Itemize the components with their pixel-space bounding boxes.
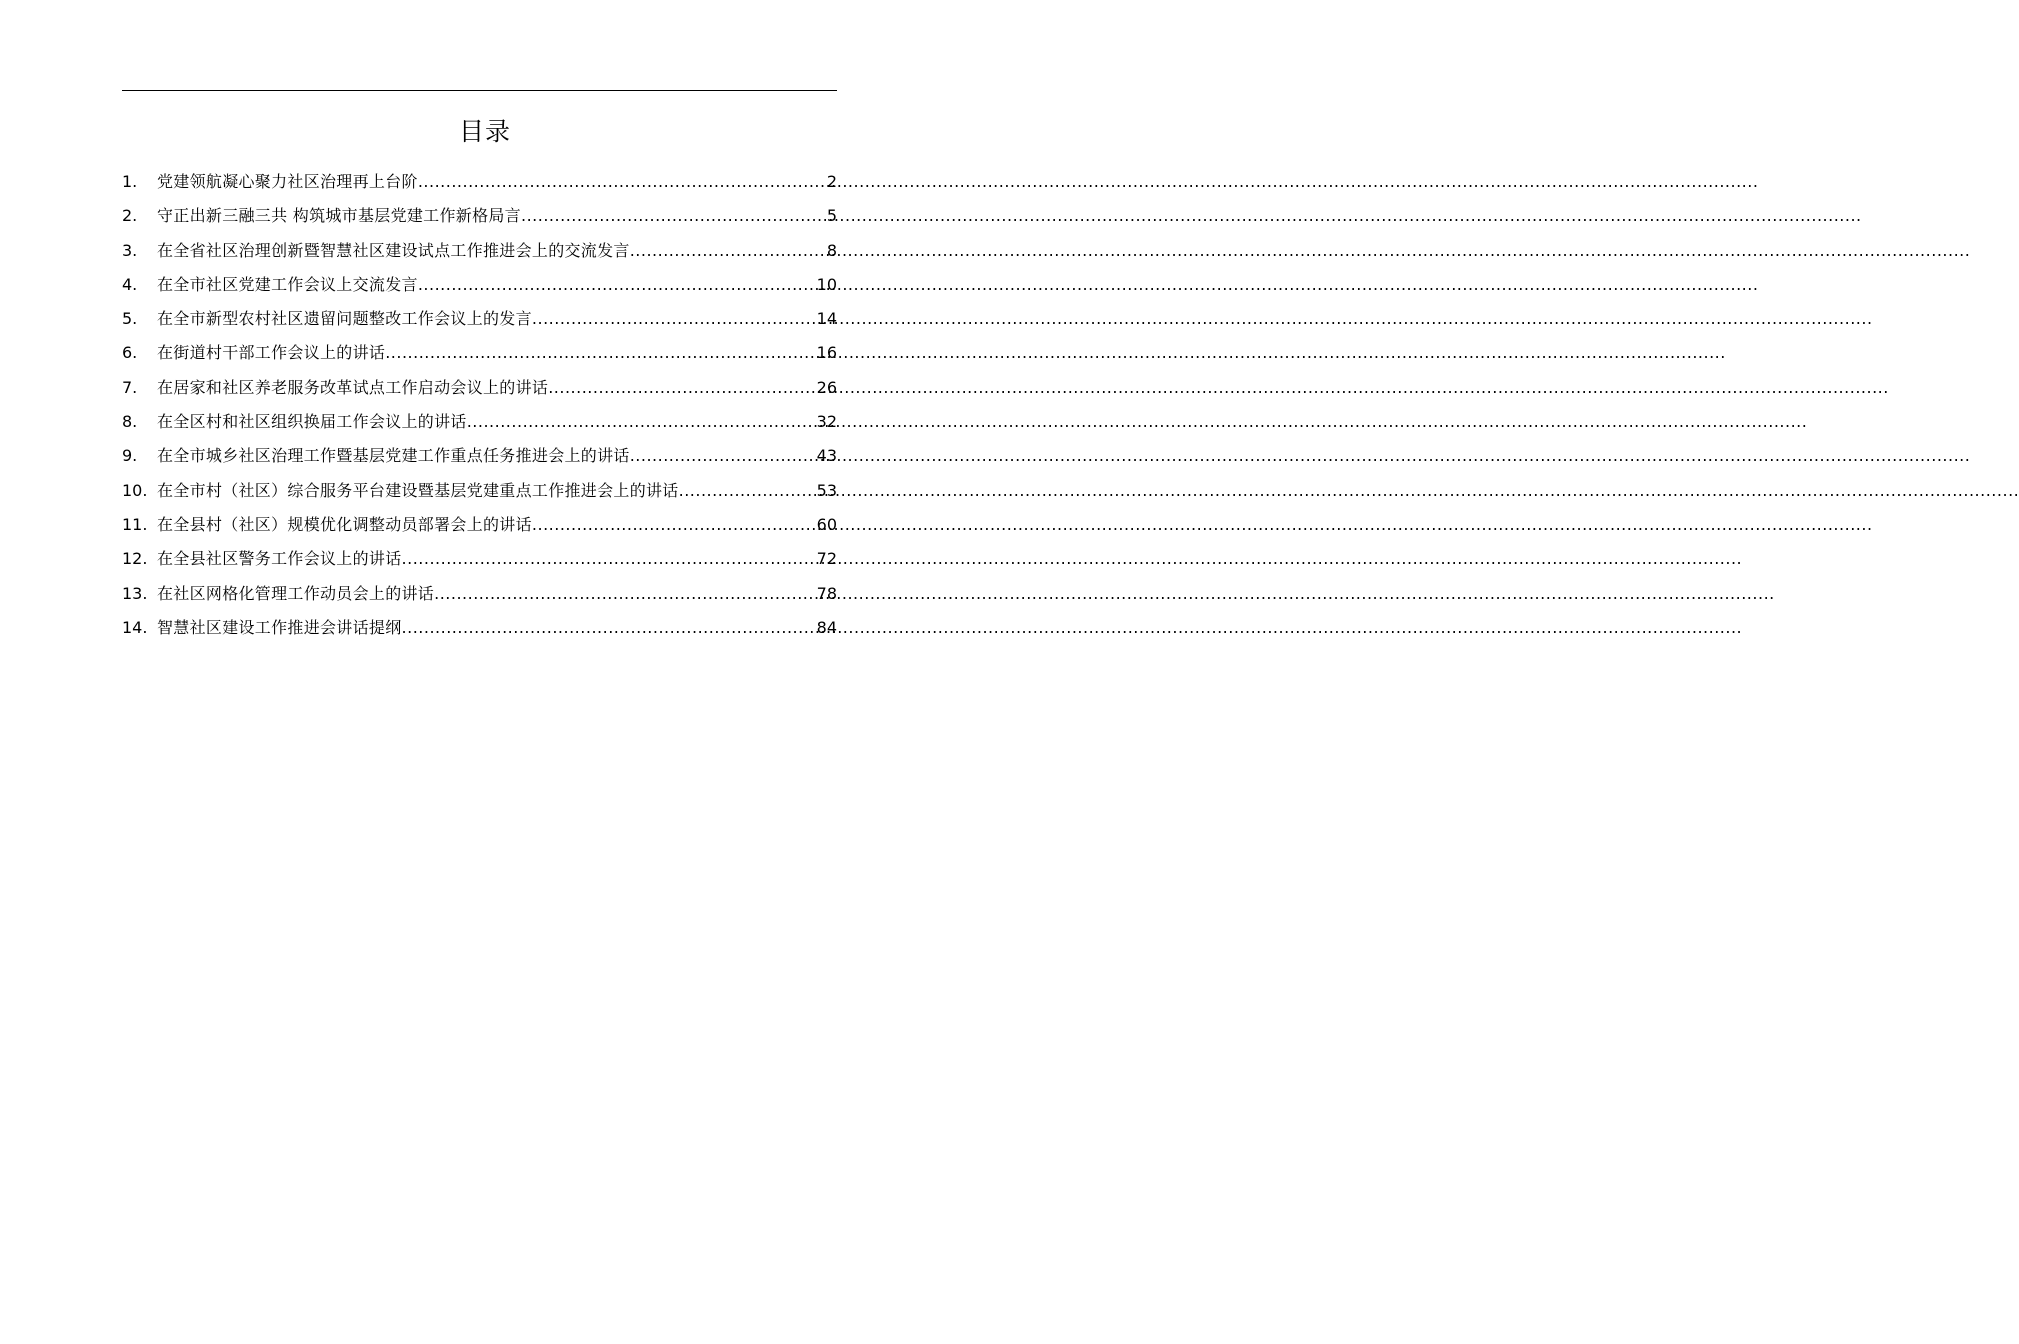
- toc-entry-page: 8: [826, 240, 837, 260]
- toc-entry-page: 84: [816, 617, 837, 637]
- toc-entry[interactable]: [122, 234, 837, 268]
- toc-dot-leader: [532, 508, 817, 542]
- toc-entry-number: 3.: [122, 240, 138, 260]
- toc-entry-number: 9.: [122, 446, 138, 466]
- toc-entry[interactable]: [122, 508, 837, 542]
- toc-entry-number: 8.: [122, 412, 138, 432]
- toc-entry-page: 78: [816, 583, 837, 603]
- toc-entry-page: 26: [816, 377, 837, 397]
- toc-entry-title: 在全市城乡社区治理工作暨基层党建工作重点任务推进会上的讲话: [157, 446, 630, 466]
- toc-entry-page: 60: [816, 514, 837, 534]
- toc-dot-leader: [679, 474, 817, 508]
- toc-entry-title: 在全县社区警务工作会议上的讲话: [157, 549, 402, 569]
- toc-title: 目录: [458, 117, 511, 146]
- toc-dot-leader: [418, 268, 817, 302]
- toc-entry-title: 在居家和社区养老服务改革试点工作启动会议上的讲话: [157, 377, 549, 397]
- toc-entry-number: 1.: [122, 172, 138, 191]
- toc-entry-page: 16: [816, 343, 837, 363]
- toc-list: [122, 165, 837, 645]
- toc-entry[interactable]: [122, 302, 837, 336]
- toc-dot-leader: [402, 542, 817, 576]
- toc-dot-leader: [521, 199, 827, 233]
- toc-entry[interactable]: [122, 336, 837, 370]
- toc-entry-title: 在全市社区党建工作会议上交流发言: [157, 274, 418, 294]
- toc-entry-page: 32: [816, 412, 837, 432]
- toc-entry-number: 4.: [122, 274, 138, 294]
- toc-entry[interactable]: [122, 439, 837, 473]
- toc-entry[interactable]: [122, 577, 837, 611]
- toc-entry-title: 智慧社区建设工作推进会讲话提纲: [157, 617, 402, 637]
- toc-entry-page: 53: [816, 480, 837, 500]
- toc-entry[interactable]: [122, 371, 837, 405]
- toc-entry-page: 43: [816, 446, 837, 466]
- toc-entry-title: 在社区网格化管理工作动员会上的讲话: [157, 583, 435, 603]
- toc-entry[interactable]: [122, 165, 837, 199]
- toc-dot-leader: [467, 405, 817, 439]
- toc-entry[interactable]: [122, 542, 837, 576]
- toc-dot-leader: [385, 336, 816, 370]
- toc-dot-leader: [630, 439, 817, 473]
- toc-entry-title: 在全区村和社区组织换届工作会议上的讲话: [157, 412, 467, 432]
- toc-entry[interactable]: [122, 474, 837, 508]
- toc-entry-title: 在全县村（社区）规模优化调整动员部署会上的讲话: [157, 514, 532, 534]
- toc-entry-number: 5.: [122, 309, 138, 329]
- toc-dot-leader: [418, 165, 827, 199]
- toc-entry-title: 党建领航凝心聚力社区治理再上台阶: [157, 172, 418, 191]
- toc-dot-leader: [630, 234, 827, 268]
- toc-entry-page: 72: [816, 549, 837, 569]
- toc-entry-title: 在全市新型农村社区遗留问题整改工作会议上的发言: [157, 309, 532, 329]
- toc-entry-number: 11.: [122, 514, 148, 534]
- toc-entry-number: 14.: [122, 617, 148, 637]
- toc-entry-title: 在全省社区治理创新暨智慧社区建设试点工作推进会上的交流发言: [157, 240, 630, 260]
- toc-entry-number: 7.: [122, 377, 138, 397]
- toc-entry-number: 12.: [122, 549, 148, 569]
- toc-entry-number: 13.: [122, 583, 148, 603]
- toc-entry-title: 守正出新三融三共 构筑城市基层党建工作新格局言: [157, 206, 521, 226]
- toc-entry-page: 2: [826, 172, 837, 191]
- toc-dot-leader: [434, 577, 817, 611]
- toc-entry-page: 14: [816, 309, 837, 329]
- toc-dot-leader: [402, 611, 817, 645]
- toc-entry[interactable]: [122, 268, 837, 302]
- toc-entry-number: 6.: [122, 343, 138, 363]
- toc-entry-title: 在街道村干部工作会议上的讲话: [157, 343, 386, 363]
- toc-entry-number: 2.: [122, 206, 138, 226]
- toc-entry-page: 10: [816, 274, 837, 294]
- toc-dot-leader: [532, 302, 817, 336]
- toc-entry[interactable]: [122, 199, 837, 233]
- toc-entry-number: 10.: [122, 480, 148, 500]
- toc-entry-title: 在全市村（社区）综合服务平台建设暨基层党建重点工作推进会上的讲话: [157, 480, 679, 500]
- toc-entry[interactable]: [122, 611, 837, 645]
- header-rule: [122, 90, 837, 91]
- toc-entry[interactable]: [122, 405, 837, 439]
- toc-entry-page: 5: [826, 206, 837, 226]
- toc-dot-leader: [548, 371, 816, 405]
